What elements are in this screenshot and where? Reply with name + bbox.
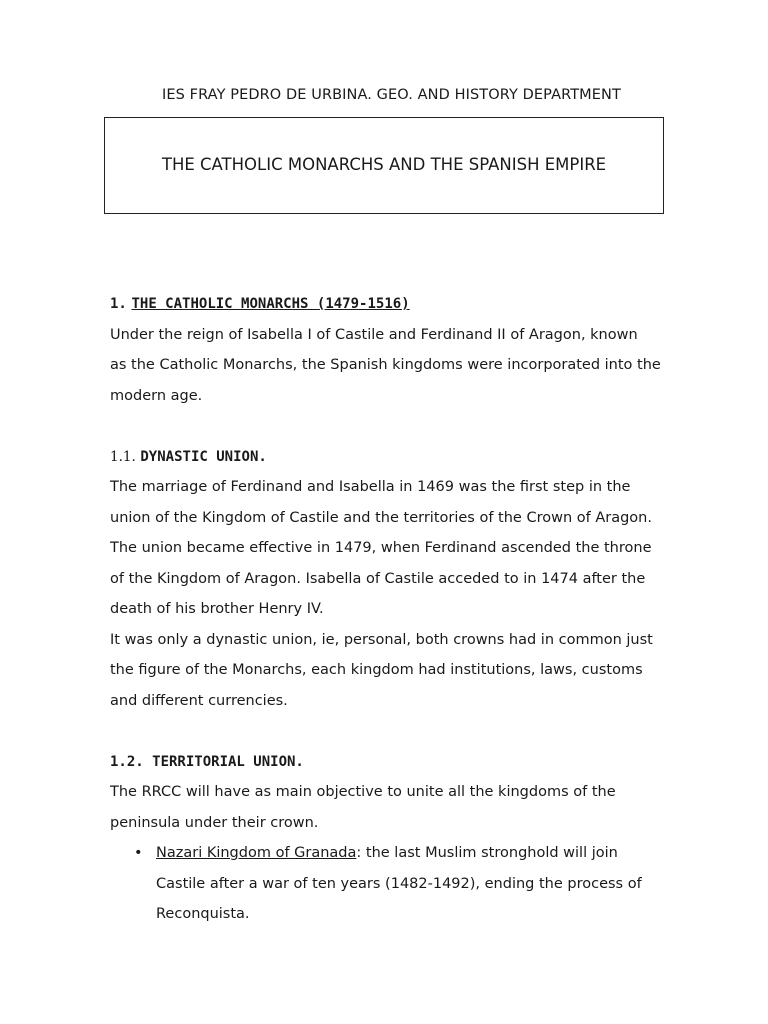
section-1-1-line: of the Kingdom of Aragon. Isabella of Castile acceded to in 1474 after the: [110, 570, 646, 587]
title-box: [104, 117, 664, 214]
list-item-line: Reconquista.: [156, 906, 250, 922]
section-1-2-heading: [110, 747, 670, 778]
section-1-1-title: DYNASTIC UNION.: [140, 448, 267, 465]
list-item-line: Castile after a war of ten years (1482-1492), ending the process of: [156, 875, 642, 892]
section-1-number: 1.: [110, 296, 127, 312]
section-1-1-line: It was only a dynastic union, ie, personal, both crowns had in common just: [110, 631, 653, 648]
document-title: THE CATHOLIC MONARCHS AND THE SPANISH EMPIRE: [161, 155, 607, 174]
section-1-2-line: The RRCC will have as main objective to unite all the kingdoms of the: [110, 784, 616, 800]
section-1-line: Under the reign of Isabella I of Castile and Ferdinand II of Aragon, known: [110, 326, 638, 343]
section-1-1-heading: [110, 442, 670, 473]
section-1-2-line: peninsula under their crown.: [110, 814, 319, 831]
section-1-2-title: 1.2. TERRITORIAL UNION.: [110, 753, 304, 770]
list-item-colon: :: [356, 845, 362, 861]
section-1-1-line: death of his brother Henry IV.: [110, 601, 324, 617]
territory-list: [110, 838, 670, 930]
section-1-heading: [110, 289, 670, 320]
document-body: [110, 289, 670, 930]
section-1-line: modern age.: [110, 387, 203, 404]
list-item-text: the last Muslim stronghold will join: [361, 845, 618, 861]
section-1-1-line: union of the Kingdom of Castile and the territories of the Crown of Aragon.: [110, 509, 652, 526]
section-1-1-line: The union became effective in 1479, when Ferdinand ascended the throne: [110, 540, 652, 556]
list-item-term: Nazari Kingdom of Granada: [156, 845, 357, 861]
bullet-icon: •: [134, 845, 143, 861]
section-1-1-line: the figure of the Monarchs, each kingdom had institutions, laws, customs: [110, 662, 643, 678]
section-1-1-number: 1.1.: [110, 448, 136, 465]
list-item-first-line: [156, 838, 670, 869]
section-1-1-line: The marriage of Ferdinand and Isabella in 1469 was the first step in the: [110, 479, 631, 495]
section-1-1-line: and different currencies.: [110, 692, 288, 709]
list-item: [110, 838, 670, 930]
section-1-title: THE CATHOLIC MONARCHS (1479-1516): [131, 296, 410, 312]
section-1-line: as the Catholic Monarchs, the Spanish kingdoms were incorporated into the: [110, 357, 661, 373]
department-header: IES FRAY PEDRO DE URBINA. GEO. AND HISTORY DEPARTMENT: [162, 87, 621, 103]
